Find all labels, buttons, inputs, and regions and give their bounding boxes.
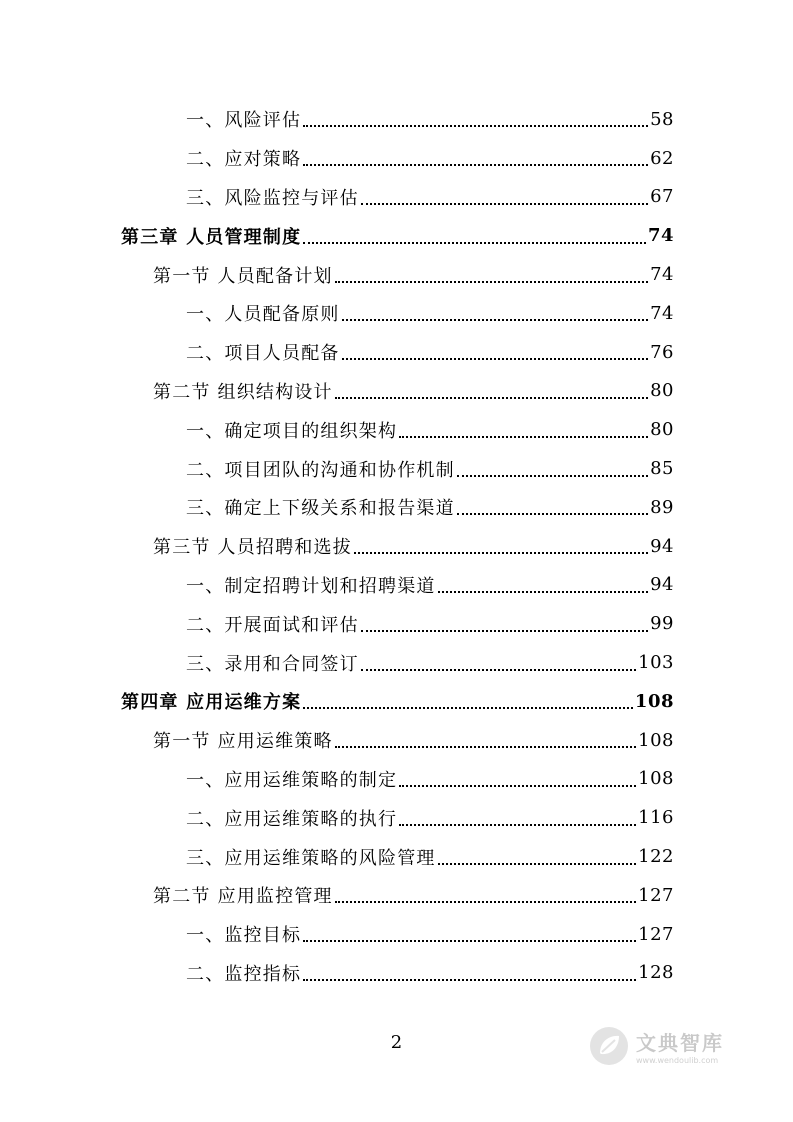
page-number: 2	[390, 1032, 403, 1053]
toc-entry-title: 一、风险评估	[186, 110, 302, 132]
dot-leader	[335, 263, 648, 283]
toc-entry[interactable]	[0, 721, 793, 760]
toc-entry-title: 二、应对策略	[186, 149, 302, 171]
dot-leader	[438, 845, 637, 865]
dot-leader	[361, 612, 648, 632]
toc-entry-page: 85	[650, 458, 674, 480]
toc-entry[interactable]	[0, 410, 793, 449]
toc-entry-title: 一、监控目标	[186, 925, 302, 947]
toc-entry[interactable]	[0, 178, 793, 217]
toc-entry[interactable]	[0, 372, 793, 411]
dot-leader	[335, 728, 636, 748]
dot-leader	[303, 961, 636, 981]
toc-entry-page: 108	[634, 690, 674, 712]
dot-leader	[303, 689, 633, 709]
toc-entry-title: 第一节 应用运维策略	[153, 731, 333, 753]
toc-entry-page: 122	[638, 846, 674, 868]
dot-leader	[303, 922, 636, 942]
toc-entry-page: 99	[650, 613, 674, 635]
toc-entry-title: 一、确定项目的组织架构	[186, 420, 398, 442]
toc-entry-page: 127	[638, 923, 674, 945]
toc-entry-page: 127	[638, 884, 674, 906]
watermark-url: www.wendoulib.com	[636, 1056, 719, 1065]
toc-entry-title: 二、监控指标	[186, 963, 302, 985]
toc-entry-title: 三、确定上下级关系和报告渠道	[186, 498, 455, 520]
dot-leader	[342, 301, 648, 321]
toc-entry-page: 94	[650, 574, 674, 596]
toc-entry-title: 三、录用和合同签订	[186, 653, 359, 675]
dot-leader	[335, 883, 636, 903]
toc-entry[interactable]	[0, 294, 793, 333]
dot-leader	[399, 767, 636, 787]
toc-entry-title: 二、项目团队的沟通和协作机制	[186, 459, 455, 481]
leaf-logo-icon	[588, 1025, 630, 1067]
toc-entry[interactable]	[0, 449, 793, 488]
toc-entry[interactable]	[0, 954, 793, 993]
toc-entry-page: 74	[650, 302, 674, 324]
toc-entry[interactable]	[0, 527, 793, 566]
toc-entry-title: 一、人员配备原则	[186, 304, 340, 326]
toc-entry-page: 108	[638, 729, 674, 751]
watermark	[588, 1016, 768, 1076]
toc-entry[interactable]	[0, 798, 793, 837]
toc-entry-title: 二、开展面试和评估	[186, 614, 359, 636]
toc-entry-page: 80	[650, 380, 674, 402]
toc-entry-title: 第三章 人员管理制度	[121, 226, 302, 248]
dot-leader	[457, 457, 648, 477]
dot-leader	[342, 340, 648, 360]
toc-entry-page: 94	[650, 535, 674, 557]
dot-leader	[354, 534, 648, 554]
toc-entry-page: 76	[650, 341, 674, 363]
table-of-contents	[0, 100, 793, 992]
toc-entry-page: 108	[638, 768, 674, 790]
dot-leader	[303, 107, 648, 127]
dot-leader	[361, 185, 648, 205]
toc-entry-page: 62	[650, 147, 674, 169]
toc-entry-page: 80	[650, 419, 674, 441]
toc-entry-page: 67	[650, 186, 674, 208]
toc-entry-title: 第四章 应用运维方案	[121, 692, 302, 714]
toc-entry-title: 二、应用运维策略的执行	[186, 808, 398, 830]
dot-leader	[303, 224, 646, 244]
toc-entry[interactable]	[0, 876, 793, 915]
dot-leader	[457, 495, 648, 515]
toc-entry[interactable]	[0, 837, 793, 876]
dot-leader	[303, 146, 648, 166]
toc-entry[interactable]	[0, 333, 793, 372]
toc-entry[interactable]	[0, 915, 793, 954]
dot-leader	[361, 651, 636, 671]
toc-entry-title: 第二节 组织结构设计	[153, 381, 333, 403]
toc-entry[interactable]	[0, 488, 793, 527]
toc-entry[interactable]	[0, 100, 793, 139]
toc-entry[interactable]	[0, 255, 793, 294]
toc-entry[interactable]	[0, 566, 793, 605]
toc-entry-title: 第三节 人员招聘和选拔	[153, 537, 352, 559]
toc-entry[interactable]	[0, 682, 793, 721]
toc-entry-page: 103	[638, 652, 674, 674]
toc-entry-page: 74	[650, 264, 674, 286]
toc-entry-page: 128	[638, 962, 674, 984]
toc-entry[interactable]	[0, 760, 793, 799]
toc-entry[interactable]	[0, 643, 793, 682]
dot-leader	[335, 379, 648, 399]
dot-leader	[399, 418, 648, 438]
toc-entry[interactable]	[0, 139, 793, 178]
dot-leader	[438, 573, 648, 593]
toc-entry[interactable]	[0, 216, 793, 255]
toc-entry-page: 58	[650, 108, 674, 130]
toc-entry-title: 二、项目人员配备	[186, 343, 340, 365]
dot-leader	[399, 806, 636, 826]
toc-entry-title: 第一节 人员配备计划	[153, 265, 333, 287]
toc-entry-page: 74	[647, 225, 674, 247]
toc-entry-page: 116	[638, 807, 674, 829]
toc-entry-title: 三、风险监控与评估	[186, 187, 359, 209]
toc-entry-page: 89	[650, 496, 674, 518]
watermark-title: 文典智库	[636, 1031, 724, 1055]
toc-entry-title: 一、制定招聘计划和招聘渠道	[186, 575, 436, 597]
toc-entry-title: 第二节 应用监控管理	[153, 886, 333, 908]
toc-entry-title: 一、应用运维策略的制定	[186, 769, 398, 791]
toc-entry[interactable]	[0, 604, 793, 643]
toc-entry-title: 三、应用运维策略的风险管理	[186, 847, 436, 869]
